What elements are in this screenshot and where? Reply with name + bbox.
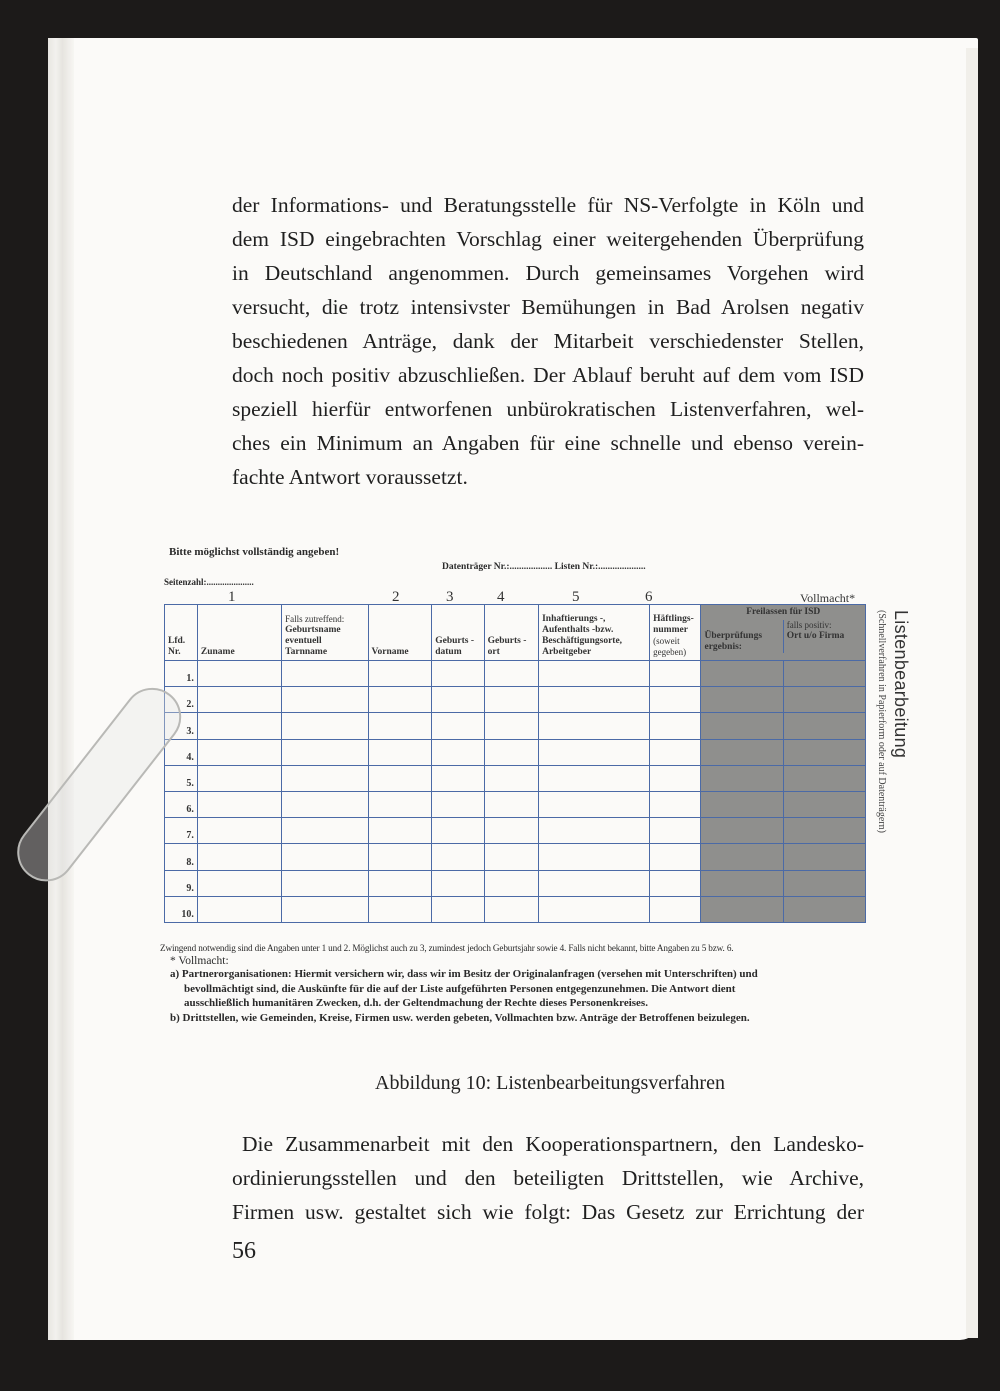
- cell[interactable]: [484, 844, 538, 870]
- text-line: versucht, die trotz intensivster Bemühungen in Bad Arolsen negativ: [232, 295, 864, 319]
- cell[interactable]: [368, 661, 432, 687]
- header-geburtsname: [282, 605, 368, 661]
- cell[interactable]: [650, 844, 701, 870]
- cell-shaded: [783, 791, 865, 817]
- row-number: 8.: [165, 844, 198, 870]
- cell-shaded: [701, 870, 783, 896]
- cell[interactable]: [282, 818, 368, 844]
- cell[interactable]: [282, 765, 368, 791]
- cell[interactable]: [650, 791, 701, 817]
- cell[interactable]: [432, 791, 484, 817]
- table-row: [165, 844, 866, 870]
- cell[interactable]: [368, 713, 432, 739]
- row-number: 10.: [165, 896, 198, 922]
- row-number: 9.: [165, 870, 198, 896]
- cell[interactable]: [539, 896, 650, 922]
- row-number: 6.: [165, 791, 198, 817]
- cell[interactable]: [282, 661, 368, 687]
- footnote-a-line: a) Partnerorganisationen: Hiermit versichern wir, dass wir im Besitz der Originalanfragen (versehen mit Unterschriften) und: [170, 968, 758, 980]
- footnote-b: b) Drittstellen, wie Gemeinden, Kreise, Firmen usw. werden gebeten, Vollmachten bzw. Anträge der Betroffenen beizulegen.: [170, 1011, 750, 1024]
- cell-shaded: [701, 791, 783, 817]
- cell-shaded: [701, 739, 783, 765]
- cell-shaded: [701, 896, 783, 922]
- form-footnotes: [160, 943, 880, 1025]
- cell[interactable]: [484, 687, 538, 713]
- cell[interactable]: [432, 739, 484, 765]
- text-line: beschiedenen Anträge, dank der Mitarbeit verschiedenster Stellen,: [232, 329, 864, 353]
- table-row: [165, 713, 866, 739]
- column-number: 4: [497, 589, 505, 605]
- form-datentraeger-field: Datenträger Nr.:.................. Listen Nr.:....................: [442, 562, 646, 572]
- text-line: ordinierungsstellen und den beteiligten Drittstellen, wie Archive,: [232, 1166, 864, 1190]
- cell[interactable]: [650, 687, 701, 713]
- side-title: Listenbearbeitung: [891, 610, 911, 759]
- page-right-edge: [966, 48, 978, 1338]
- paragraph-bottom: [232, 1127, 864, 1229]
- cell-shaded: [701, 687, 783, 713]
- cell-shaded: [701, 661, 783, 687]
- column-number: 3: [446, 589, 454, 605]
- row-number: 1.: [165, 661, 198, 687]
- row-number: 3.: [165, 713, 198, 739]
- cell[interactable]: [484, 791, 538, 817]
- text-line: Die Zusammenarbeit mit den Kooperationspartnern, den Landesko-: [242, 1132, 864, 1156]
- cell[interactable]: [432, 765, 484, 791]
- cell[interactable]: [484, 713, 538, 739]
- vollmacht-label: Vollmacht*: [800, 591, 856, 605]
- header-geburtsname-note: Falls zutreffend:: [285, 614, 345, 624]
- footnote-a: [170, 967, 880, 1011]
- person-list-table: [164, 604, 866, 923]
- cell[interactable]: [650, 896, 701, 922]
- text-line: fachte Antwort voraussetzt.: [232, 465, 468, 489]
- cell-shaded: [701, 713, 783, 739]
- cell[interactable]: [539, 844, 650, 870]
- cell[interactable]: [484, 765, 538, 791]
- header-ueberpruefung: Überprüfungs ergebnis:: [701, 620, 783, 653]
- form-seitenzahl-field: Seitenzahl:.....................: [164, 577, 254, 587]
- cell[interactable]: [368, 870, 432, 896]
- cell[interactable]: [368, 791, 432, 817]
- cell-shaded: [783, 687, 865, 713]
- row-number: 4.: [165, 739, 198, 765]
- cell[interactable]: [650, 870, 701, 896]
- header-geburtsname-label: Geburtsname eventuell Tarnname: [285, 625, 341, 657]
- cell[interactable]: [539, 661, 650, 687]
- cell[interactable]: [197, 661, 281, 687]
- text-line: speziell hierfür entworfenen unbürokratischen Listenverfahren, wel-: [232, 397, 864, 421]
- cell[interactable]: [539, 765, 650, 791]
- cell[interactable]: [282, 713, 368, 739]
- header-geburtsort: Geburts - ort: [484, 605, 538, 661]
- cell[interactable]: [282, 896, 368, 922]
- form-instruction: Bitte möglichst vollständig angeben!: [169, 546, 340, 558]
- cell[interactable]: [539, 818, 650, 844]
- cell[interactable]: [484, 870, 538, 896]
- column-number: 5: [572, 589, 580, 605]
- cell[interactable]: [368, 739, 432, 765]
- row-number: 7.: [165, 818, 198, 844]
- footnote-required: Zwingend notwendig sind die Angaben unter 1 und 2. Möglichst auch zu 3, zumindest jedoch Geburtsjahr sowie 4. Falls nicht bekannt, bitte Angaben zu 5 bzw. 6.: [160, 943, 734, 953]
- cell[interactable]: [197, 687, 281, 713]
- cell[interactable]: [282, 687, 368, 713]
- header-ort-firma-label: Ort u/o Firma: [786, 631, 845, 641]
- cell[interactable]: [368, 844, 432, 870]
- cell[interactable]: [432, 844, 484, 870]
- cell[interactable]: [368, 896, 432, 922]
- cell[interactable]: [368, 687, 432, 713]
- text-line: ches ein Minimum an Angaben für eine schnelle und ebenso verein-: [232, 431, 864, 455]
- cell-shaded: [783, 661, 865, 687]
- cell-shaded: [783, 844, 865, 870]
- cell-shaded: [783, 870, 865, 896]
- text-line: der Informations- und Beratungsstelle für NS-Verfolgte in Köln und: [232, 193, 864, 217]
- cell[interactable]: [484, 818, 538, 844]
- cell[interactable]: [197, 870, 281, 896]
- header-haeftlingsnummer-label: Häftlings- nummer: [653, 614, 694, 635]
- cell[interactable]: [432, 713, 484, 739]
- cell[interactable]: [539, 791, 650, 817]
- table-row: [165, 818, 866, 844]
- cell[interactable]: [650, 765, 701, 791]
- cell[interactable]: [432, 687, 484, 713]
- cell[interactable]: [282, 739, 368, 765]
- cell[interactable]: [539, 713, 650, 739]
- cell[interactable]: [282, 870, 368, 896]
- paragraph-top: [232, 188, 864, 494]
- header-geburtsdatum: Geburts - datum: [432, 605, 484, 661]
- cell[interactable]: [484, 739, 538, 765]
- row-number: 2.: [165, 687, 198, 713]
- cell[interactable]: [650, 713, 701, 739]
- text-line: in Deutschland angenommen. Durch gemeinsames Vorgehen wird: [232, 261, 864, 285]
- cell[interactable]: [197, 765, 281, 791]
- footnote-a-line: bevollmächtigt sind, die Auskünfte für die auf der Liste aufgeführten Personen entgegenzunehmen. Die Antwort dient: [184, 982, 736, 995]
- column-number: 6: [645, 589, 653, 605]
- cell[interactable]: [650, 739, 701, 765]
- cell-shaded: [701, 765, 783, 791]
- table-row: [165, 739, 866, 765]
- cell[interactable]: [197, 713, 281, 739]
- cell-shaded: [783, 739, 865, 765]
- cell[interactable]: [432, 896, 484, 922]
- cell[interactable]: [539, 687, 650, 713]
- header-zuname: Zuname: [197, 605, 281, 661]
- cell-shaded: [701, 844, 783, 870]
- column-number: 2: [392, 589, 400, 605]
- side-subtitle: (Schnellverfahren in Papierform oder auf Datenträgern): [876, 610, 887, 833]
- cell[interactable]: [197, 844, 281, 870]
- cell[interactable]: [539, 739, 650, 765]
- cell[interactable]: [368, 818, 432, 844]
- header-haeftlingsnummer: [650, 605, 701, 661]
- cell[interactable]: [197, 896, 281, 922]
- footnote-a-line: ausschließlich humanitären Zwecken, d.h. der Geltendmachung der Rechte dieses Personenkreises.: [184, 997, 648, 1009]
- table-row: [165, 661, 866, 687]
- column-number: 1: [228, 589, 236, 605]
- cell-shaded: [701, 818, 783, 844]
- cell[interactable]: [282, 791, 368, 817]
- table-row: [165, 687, 866, 713]
- text-line: doch noch positiv abzuschließen. Der Ablauf beruht auf dem vom ISD: [232, 363, 864, 387]
- text-line: dem ISD eingebrachten Vorschlag einer weitergehenden Überprüfung: [232, 227, 864, 251]
- cell[interactable]: [368, 765, 432, 791]
- cell[interactable]: [432, 661, 484, 687]
- side-caption: [876, 610, 920, 910]
- cell[interactable]: [197, 818, 281, 844]
- page-stack-edge: [48, 38, 74, 1340]
- cell-shaded: [783, 765, 865, 791]
- header-falls-positiv: falls positiv:: [786, 620, 832, 630]
- figure-caption: Abbildung 10: Listenbearbeitungsverfahren: [375, 1072, 725, 1094]
- table-row: [165, 765, 866, 791]
- cell[interactable]: [539, 870, 650, 896]
- table-row: [165, 791, 866, 817]
- cell[interactable]: [484, 661, 538, 687]
- cell[interactable]: [197, 739, 281, 765]
- text-line: Firmen usw. gestaltet sich wie folgt: Das Gesetz zur Errichtung der: [232, 1200, 864, 1224]
- cell[interactable]: [650, 661, 701, 687]
- header-orte: Inhaftierungs -, Aufenthalts -bzw. Beschäftigungsorte, Arbeitgeber: [539, 605, 650, 661]
- header-lfd-nr: Lfd. Nr.: [165, 605, 198, 661]
- header-ort-firma: [784, 620, 865, 653]
- cell[interactable]: [282, 844, 368, 870]
- cell-shaded: [783, 896, 865, 922]
- header-freilassen-title: Freilassen für ISD: [746, 607, 821, 617]
- cell[interactable]: [432, 818, 484, 844]
- cell-shaded: [783, 713, 865, 739]
- cell[interactable]: [484, 896, 538, 922]
- cell[interactable]: [197, 791, 281, 817]
- row-number: 5.: [165, 765, 198, 791]
- cell[interactable]: [650, 818, 701, 844]
- header-haeftlingsnummer-note: (soweit gegeben): [653, 636, 687, 657]
- header-freilassen: [701, 605, 866, 661]
- cell-shaded: [783, 818, 865, 844]
- footnote-vollmacht-title: * Vollmacht:: [170, 955, 229, 967]
- cell[interactable]: [432, 870, 484, 896]
- page-number: 56: [232, 1238, 256, 1264]
- header-vorname: Vorname: [368, 605, 432, 661]
- table-row: [165, 896, 866, 922]
- table-row: [165, 870, 866, 896]
